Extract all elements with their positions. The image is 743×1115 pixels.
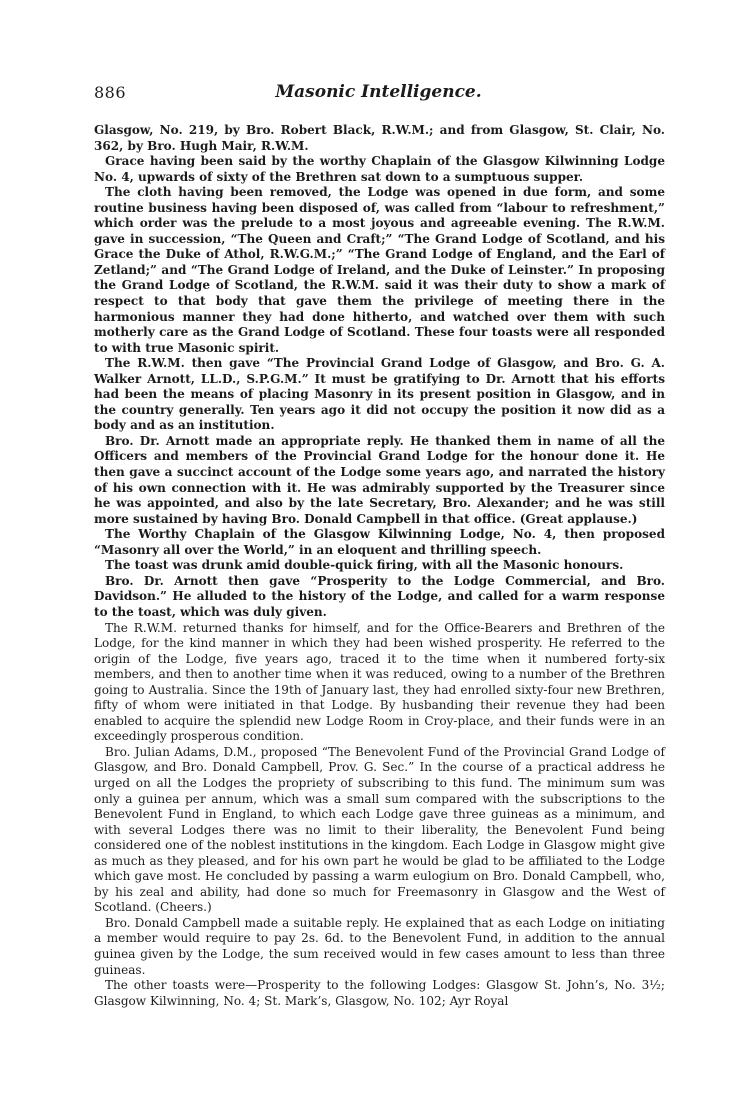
article-body bbox=[94, 123, 665, 1009]
page-header bbox=[94, 83, 663, 105]
paragraph: Bro. Dr. Arnott then gave “Prosperity to the Lodge Commercial, and Bro. Davidson.” He alluded to the history of the Lodge, and called for a warm response to the toast, which was duly given. bbox=[94, 573, 665, 619]
paragraph: The other toasts were—Prosperity to the following Lodges: Glasgow St. John’s, No. 3½; Glasgow Kilwinning, No. 4; St. Mark’s, Glasgow, No. 102; Ayr Royal bbox=[94, 978, 665, 1008]
paragraph: Bro. Dr. Arnott made an appropriate reply. He thanked them in name of all the Officers and members of the Provincial Grand Lodge for the honour done it. He then gave a succinct account of the Lodge some years ago, and narrated the history of his own connection with it. He was admirably supported by the Treasurer since he was appointed, and also by the late Secretary, Bro. Alexander; and he was still more sustained by having Bro. Donald Campbell in that office. (Great applause.) bbox=[94, 433, 665, 526]
paragraph: The Worthy Chaplain of the Glasgow Kilwinning Lodge, No. 4, then proposed “Masonry all over the World,” in an eloquent and thrilling speech. bbox=[94, 527, 665, 557]
paragraph: Bro. Donald Campbell made a suitable reply. He explained that as each Lodge on initiating a member would require to pay 2s. 6d. to the Benevolent Fund, in addition to the annual guinea given by the Lodge, the sum received would in few cases amount to less than three guineas. bbox=[94, 915, 665, 977]
running-title: Masonic Intelligence. bbox=[275, 82, 482, 102]
paragraph: Bro. Julian Adams, D.M., proposed “The Benevolent Fund of the Provincial Grand Lodge of Glasgow, and Bro. Donald Campbell, Prov. G. Sec.” In the course of a practical address he urged on all the Lodges the propriety of subscribing to this fund. The minimum sum was only a guinea per annum, which was a small sum compared with the subscriptions to the Benevolent Fund in England, to which each Lodge gave three guineas as a minimum, and with several Lodges there was no limit to their liberality, the Benevolent Fund being considered one of the noblest institutions in the kingdom. Each Lodge in Glasgow might give as much as they pleased, and for his own part he would be glad to be affiliated to the Lodge which gave most. He concluded by passing a warm eulogium on Bro. Donald Campbell, who, by his zeal and ability, had done so much for Freemasonry in Glasgow and the West of Scotland. (Cheers.) bbox=[94, 744, 665, 915]
paragraph: The toast was drunk amid double-quick firing, with all the Masonic honours. bbox=[105, 558, 624, 573]
paragraph: The R.W.M. returned thanks for himself, and for the Office-Bearers and Brethren of the Lodge, for the kind manner in which they had been wished prosperity. He referred to the origin of the Lodge, five years ago, traced it to the time when it numbered forty-six members, and then to another time when it was reduced, owing to a number of the Brethren going to Australia. Since the 19th of January last, they had enrolled sixty-four new Brethren, fifty of whom were initiated in that Lodge. By husbanding their revenue they had been enabled to acquire the splendid new Lodge Room in Croy-place, and their funds were in an exceedingly prosperous condition. bbox=[94, 620, 665, 744]
paragraph: The R.W.M. then gave “The Provincial Grand Lodge of Glasgow, and Bro. G. A. Walker Arnott, LL.D., S.P.G.M.” It must be gratifying to Dr. Arnott that his efforts had been the means of placing Masonry in its present position in Glasgow, and in the country generally. Ten years ago it did not occupy the position it now did as a body and as an institution. bbox=[94, 356, 665, 433]
paragraph: The cloth having been removed, the Lodge was opened in due form, and some routine business having been disposed of, was called from “labour to refreshment,” which order was the prelude to a most joyous and agreeable evening. The R.W.M. gave in succession, “The Queen and Craft;” “The Grand Lodge of Scotland, and his Grace the Duke of Athol, R.W.G.M.;” “The Grand Lodge of England, and the Earl of Zetland;” and “The Grand Lodge of Ireland, and the Duke of Leinster.” In proposing the Grand Lodge of Scotland, the R.W.M. said it was their duty to show a mark of respect to that body that gave them the privilege of meeting there in the harmonious manner they had done hitherto, and watched over them with such motherly care as the Grand Lodge of Scotland. These four toasts were all responded to with true Masonic spirit. bbox=[94, 185, 665, 355]
paragraph: Glasgow, No. 219, by Bro. Robert Black, R.W.M.; and from Glasgow, St. Clair, No. 362, by Bro. Hugh Mair, R.W.M. bbox=[94, 123, 665, 153]
page-number: 886 bbox=[94, 83, 127, 102]
paragraph: Grace having been said by the worthy Chaplain of the Glasgow Kilwinning Lodge No. 4, upwards of sixty of the Brethren sat down to a sumptuous supper. bbox=[94, 154, 665, 184]
